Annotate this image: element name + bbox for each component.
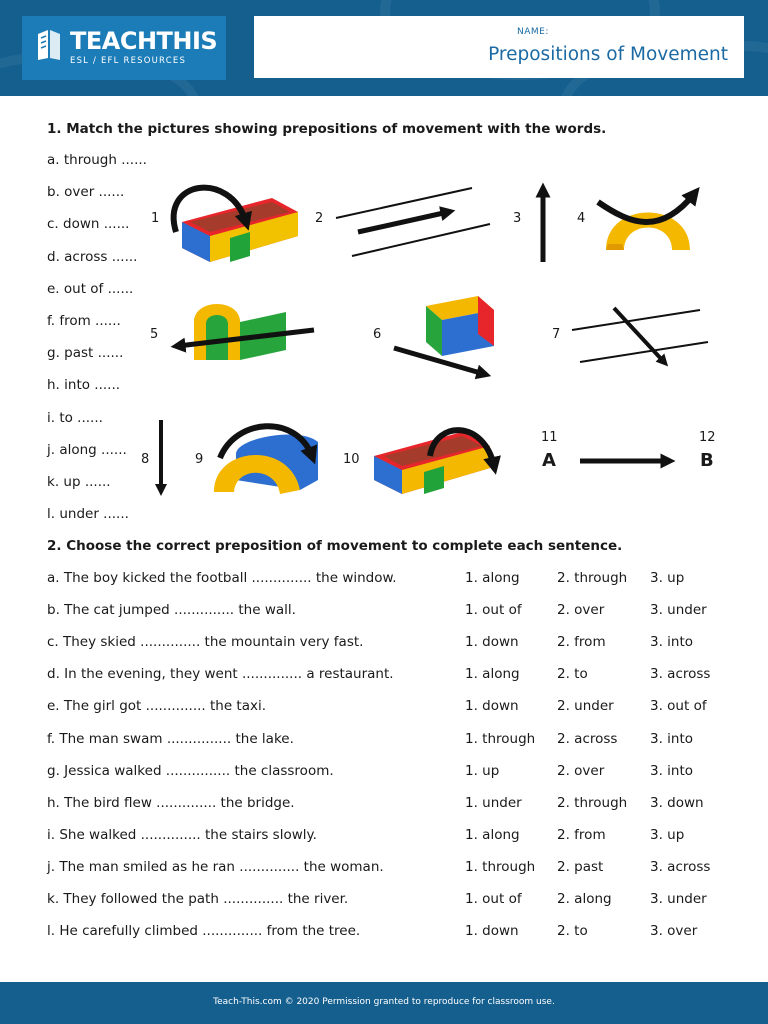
picture-number: 8 — [141, 452, 150, 467]
sentence-row — [0, 859, 768, 879]
picture-number: 11 — [541, 430, 558, 445]
option-2[interactable]: 2. along — [557, 891, 612, 907]
option-3[interactable]: 3. out of — [650, 698, 707, 715]
sentence-text: j. The man smiled as he ran .............. the woman. — [47, 858, 384, 875]
option-2[interactable]: 2. under — [557, 698, 614, 715]
option-3[interactable]: 3. over — [650, 923, 698, 940]
word-item: h. into ...... — [47, 377, 121, 394]
option-2[interactable]: 2. from — [557, 634, 606, 651]
footer — [0, 982, 768, 1024]
word-item: e. out of ...... — [47, 280, 134, 297]
word-item: c. down ...... — [47, 216, 130, 233]
option-3[interactable]: 3. under — [650, 891, 707, 907]
option-1[interactable]: 1. out of — [465, 602, 522, 619]
sentence-text: l. He carefully climbed .............. from the tree. — [47, 923, 361, 940]
sentence-text: d. In the evening, they went .............. a restaurant. — [47, 666, 394, 683]
picture-number: 5 — [150, 327, 159, 342]
lines-across-arrow-icon — [572, 308, 708, 362]
option-1[interactable]: 1. through — [465, 730, 536, 747]
box-over-arrow-icon — [174, 188, 298, 262]
sentence-row — [0, 634, 768, 654]
sentence-text: a. The boy kicked the football .............. the window. — [47, 570, 397, 586]
option-2[interactable]: 2. through — [557, 570, 628, 586]
word-item: g. past ...... — [47, 345, 124, 362]
footer-text: Teach-This.com © 2020 Permission granted to reproduce for classroom use. — [213, 997, 555, 1007]
option-2[interactable]: 2. over — [557, 762, 605, 779]
word-item: d. across ...... — [47, 248, 138, 265]
picture-number: 9 — [195, 452, 204, 467]
picture-number: 3 — [513, 211, 522, 226]
option-2[interactable]: 2. over — [557, 602, 605, 619]
option-3[interactable]: 3. into — [650, 730, 694, 747]
sentence-row — [0, 923, 768, 943]
option-2[interactable]: 2. across — [557, 730, 618, 747]
sentence-text: g. Jessica walked ............... the classroom. — [47, 762, 334, 779]
picture-number: 12 — [699, 430, 716, 445]
picture-number: 7 — [552, 327, 561, 342]
option-3[interactable]: 3. up — [650, 570, 685, 586]
logo-subtitle: ESL / EFL RESOURCES — [70, 56, 187, 66]
option-1[interactable]: 1. out of — [465, 891, 522, 907]
word-item: f. from ...... — [47, 313, 121, 329]
sentence-row — [0, 698, 768, 718]
option-2[interactable]: 2. to — [557, 666, 588, 683]
option-1[interactable]: 1. along — [465, 826, 520, 843]
letter-b: B — [700, 450, 714, 471]
sentence-row — [0, 827, 768, 847]
option-1[interactable]: 1. down — [465, 698, 519, 715]
letter-a: A — [542, 450, 556, 471]
option-2[interactable]: 2. from — [557, 826, 606, 843]
picture-number: 6 — [373, 327, 382, 342]
option-1[interactable]: 1. down — [465, 634, 519, 651]
option-3[interactable]: 3. down — [650, 794, 704, 811]
option-3[interactable]: 3. into — [650, 634, 694, 651]
option-1[interactable]: 1. down — [465, 923, 519, 940]
sentence-text: i. She walked .............. the stairs slowly. — [47, 826, 317, 843]
option-1[interactable]: 1. along — [465, 666, 520, 683]
sentence-text: e. The girl got .............. the taxi. — [47, 698, 267, 715]
parallel-lines-along-arrow-icon — [336, 188, 490, 256]
cube-past-arrow-icon — [394, 296, 494, 374]
arch-over-arrow-icon — [214, 426, 318, 494]
word-item: i. to ...... — [47, 409, 103, 426]
box-into-arrow-icon — [374, 430, 494, 494]
sentence-row — [0, 795, 768, 815]
sentence-row — [0, 666, 768, 686]
sentence-row — [0, 763, 768, 783]
option-2[interactable]: 2. through — [557, 794, 628, 811]
option-3[interactable]: 3. across — [650, 858, 711, 875]
word-item: j. along ...... — [47, 441, 127, 458]
option-3[interactable]: 3. under — [650, 602, 707, 619]
arch-under-arrow-icon — [598, 194, 694, 250]
option-1[interactable]: 1. up — [465, 762, 500, 779]
option-2[interactable]: 2. past — [557, 858, 604, 875]
picture-number: 4 — [577, 211, 586, 226]
sentence-text: h. The bird flew .............. the bridge. — [47, 794, 295, 811]
picture-number: 10 — [343, 452, 360, 467]
exercise-2-title: 2. Choose the correct preposition of movement to complete each sentence. — [47, 538, 623, 554]
sentence-text: f. The man swam ............... the lake. — [47, 730, 294, 747]
option-1[interactable]: 1. along — [465, 570, 520, 586]
picture-number: 2 — [315, 211, 324, 226]
exercise-1-title: 1. Match the pictures showing prepositions of movement with the words. — [47, 121, 607, 137]
picture-number: 1 — [151, 211, 160, 226]
sentence-row — [0, 891, 768, 911]
option-3[interactable]: 3. into — [650, 762, 694, 779]
sentence-row — [0, 570, 768, 590]
tunnel-through-arrow-icon — [178, 304, 314, 360]
sentence-row — [0, 602, 768, 622]
option-3[interactable]: 3. up — [650, 826, 685, 843]
option-1[interactable]: 1. under — [465, 794, 522, 811]
name-label: NAME: — [517, 27, 549, 37]
option-2[interactable]: 2. to — [557, 923, 588, 940]
page-title: Prepositions of Movement — [488, 44, 728, 65]
option-1[interactable]: 1. through — [465, 858, 536, 875]
sentence-text: c. They skied .............. the mountain very fast. — [47, 634, 364, 651]
word-item: b. over ...... — [47, 184, 125, 201]
word-item: l. under ...... — [47, 506, 129, 523]
logo-title: TEACHTHIS — [70, 27, 218, 55]
sentence-row — [0, 731, 768, 751]
option-3[interactable]: 3. across — [650, 666, 711, 683]
sentence-text: k. They followed the path .............. the river. — [47, 891, 349, 907]
word-item: a. through ...... — [47, 152, 147, 168]
sentence-text: b. The cat jumped .............. the wall. — [47, 602, 296, 619]
word-item: k. up ...... — [47, 474, 111, 490]
